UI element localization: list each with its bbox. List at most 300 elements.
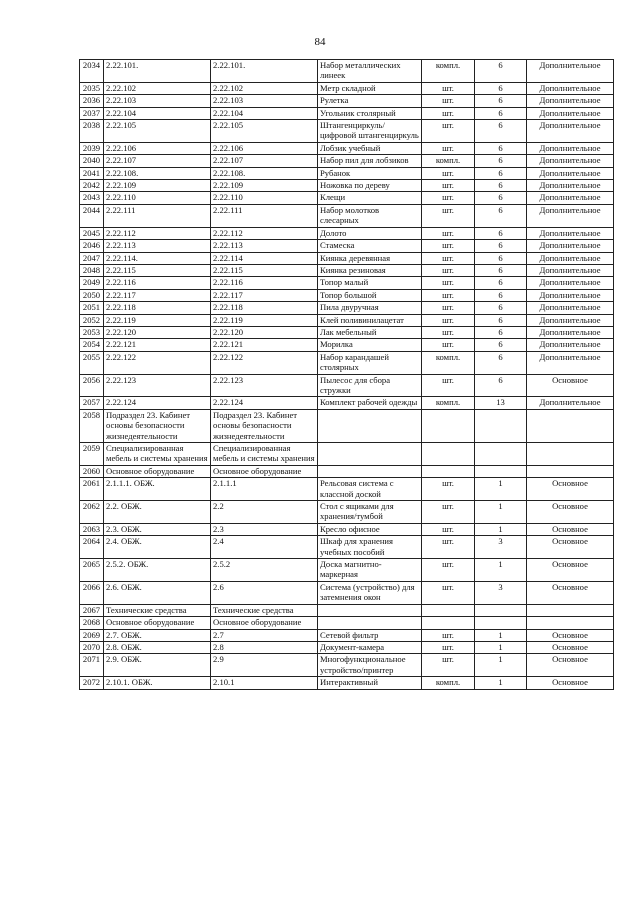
code-secondary-cell: 2.22.104 xyxy=(211,107,318,119)
table-row xyxy=(80,227,614,239)
equipment-type-cell: Основное xyxy=(527,581,614,604)
table-row xyxy=(80,192,614,204)
table-row xyxy=(80,82,614,94)
quantity-cell: 6 xyxy=(475,60,527,83)
code-cell: 2.22.108. xyxy=(104,167,211,179)
equipment-type-cell xyxy=(527,465,614,477)
equipment-type-cell xyxy=(527,409,614,442)
table-row xyxy=(80,264,614,276)
table-row xyxy=(80,581,614,604)
item-name-cell: Киянка деревянная xyxy=(318,252,422,264)
row-number-cell: 2072 xyxy=(80,677,104,689)
unit-cell: шт. xyxy=(422,374,475,397)
quantity-cell: 6 xyxy=(475,240,527,252)
code-cell: 2.22.109 xyxy=(104,180,211,192)
table-row xyxy=(80,397,614,409)
unit-cell: шт. xyxy=(422,204,475,227)
equipment-type-cell: Основное xyxy=(527,536,614,559)
equipment-table xyxy=(79,59,614,690)
row-number-cell: 2039 xyxy=(80,142,104,154)
table-row xyxy=(80,167,614,179)
equipment-type-cell: Дополнительное xyxy=(527,227,614,239)
table-row xyxy=(80,629,614,641)
item-name-cell xyxy=(318,409,422,442)
item-name-cell: Топор большой xyxy=(318,289,422,301)
code-cell: 2.22.106 xyxy=(104,142,211,154)
table-row xyxy=(80,654,614,677)
item-name-cell xyxy=(318,443,422,466)
row-number-cell: 2065 xyxy=(80,559,104,582)
unit-cell: шт. xyxy=(422,227,475,239)
code-cell: 2.22.107 xyxy=(104,155,211,167)
table-row xyxy=(80,443,614,466)
row-number-cell: 2068 xyxy=(80,617,104,629)
code-cell: 2.3. ОБЖ. xyxy=(104,523,211,535)
code-cell: Технические средства xyxy=(104,604,211,616)
item-name-cell: Киянка резиновая xyxy=(318,264,422,276)
equipment-type-cell: Основное xyxy=(527,641,614,653)
quantity-cell: 6 xyxy=(475,167,527,179)
item-name-cell: Набор металлических линеек xyxy=(318,60,422,83)
table-row xyxy=(80,95,614,107)
code-cell: 2.22.103 xyxy=(104,95,211,107)
table-row xyxy=(80,677,614,689)
equipment-type-cell: Дополнительное xyxy=(527,107,614,119)
quantity-cell: 6 xyxy=(475,227,527,239)
quantity-cell: 6 xyxy=(475,204,527,227)
unit-cell xyxy=(422,443,475,466)
code-cell: 2.22.118 xyxy=(104,302,211,314)
code-cell: 2.22.124 xyxy=(104,397,211,409)
equipment-type-cell: Основное xyxy=(527,501,614,524)
quantity-cell xyxy=(475,604,527,616)
quantity-cell: 1 xyxy=(475,677,527,689)
code-cell: 2.22.121 xyxy=(104,339,211,351)
row-number-cell: 2056 xyxy=(80,374,104,397)
code-secondary-cell: 2.22.112 xyxy=(211,227,318,239)
item-name-cell: Система (устройство) для затемнения окон xyxy=(318,581,422,604)
equipment-type-cell xyxy=(527,604,614,616)
code-cell: Подраздел 23. Кабинет основы безопасности жизнедеятельности xyxy=(104,409,211,442)
table-row xyxy=(80,204,614,227)
code-secondary-cell: 2.9 xyxy=(211,654,318,677)
code-secondary-cell: 2.22.117 xyxy=(211,289,318,301)
code-secondary-cell: 2.22.101. xyxy=(211,60,318,83)
row-number-cell: 2035 xyxy=(80,82,104,94)
unit-cell: шт. xyxy=(422,536,475,559)
equipment-type-cell: Дополнительное xyxy=(527,264,614,276)
unit-cell: шт. xyxy=(422,120,475,143)
code-cell: 2.22.119 xyxy=(104,314,211,326)
quantity-cell: 1 xyxy=(475,523,527,535)
unit-cell: шт. xyxy=(422,252,475,264)
code-secondary-cell: 2.22.119 xyxy=(211,314,318,326)
unit-cell: компл. xyxy=(422,155,475,167)
table-row xyxy=(80,501,614,524)
table-row xyxy=(80,277,614,289)
row-number-cell: 2051 xyxy=(80,302,104,314)
table-row xyxy=(80,142,614,154)
code-cell: 2.8. ОБЖ. xyxy=(104,641,211,653)
unit-cell: шт. xyxy=(422,559,475,582)
equipment-type-cell: Дополнительное xyxy=(527,167,614,179)
equipment-type-cell: Основное xyxy=(527,478,614,501)
quantity-cell: 6 xyxy=(475,351,527,374)
item-name-cell: Пила двуручная xyxy=(318,302,422,314)
item-name-cell: Ножовка по дереву xyxy=(318,180,422,192)
unit-cell: компл. xyxy=(422,60,475,83)
code-secondary-cell: Специализированная мебель и системы хранения xyxy=(211,443,318,466)
quantity-cell: 6 xyxy=(475,192,527,204)
unit-cell: шт. xyxy=(422,641,475,653)
table-row xyxy=(80,326,614,338)
code-secondary-cell: 2.22.116 xyxy=(211,277,318,289)
code-cell: 2.22.113 xyxy=(104,240,211,252)
item-name-cell: Рельсовая система с классной доской xyxy=(318,478,422,501)
code-secondary-cell: 2.8 xyxy=(211,641,318,653)
code-secondary-cell: 2.7 xyxy=(211,629,318,641)
unit-cell xyxy=(422,409,475,442)
item-name-cell: Сетевой фильтр xyxy=(318,629,422,641)
code-secondary-cell: 2.22.108. xyxy=(211,167,318,179)
quantity-cell: 6 xyxy=(475,374,527,397)
code-secondary-cell: 2.4 xyxy=(211,536,318,559)
quantity-cell: 1 xyxy=(475,654,527,677)
code-secondary-cell: 2.22.107 xyxy=(211,155,318,167)
quantity-cell: 6 xyxy=(475,289,527,301)
row-number-cell: 2069 xyxy=(80,629,104,641)
row-number-cell: 2064 xyxy=(80,536,104,559)
table-row xyxy=(80,559,614,582)
code-cell: 2.4. ОБЖ. xyxy=(104,536,211,559)
code-secondary-cell: 2.22.115 xyxy=(211,264,318,276)
row-number-cell: 2036 xyxy=(80,95,104,107)
code-secondary-cell: 2.22.120 xyxy=(211,326,318,338)
code-secondary-cell: 2.22.102 xyxy=(211,82,318,94)
code-secondary-cell: 2.5.2 xyxy=(211,559,318,582)
code-secondary-cell: 2.1.1.1 xyxy=(211,478,318,501)
code-cell: 2.22.116 xyxy=(104,277,211,289)
unit-cell: шт. xyxy=(422,654,475,677)
code-cell: 2.1.1.1. ОБЖ. xyxy=(104,478,211,501)
code-secondary-cell: 2.22.118 xyxy=(211,302,318,314)
quantity-cell xyxy=(475,617,527,629)
quantity-cell: 6 xyxy=(475,155,527,167)
quantity-cell: 6 xyxy=(475,180,527,192)
equipment-type-cell: Дополнительное xyxy=(527,314,614,326)
unit-cell: шт. xyxy=(422,289,475,301)
quantity-cell: 6 xyxy=(475,82,527,94)
code-secondary-cell: 2.22.123 xyxy=(211,374,318,397)
code-cell: Специализированная мебель и системы хранения xyxy=(104,443,211,466)
row-number-cell: 2052 xyxy=(80,314,104,326)
equipment-type-cell: Дополнительное xyxy=(527,204,614,227)
unit-cell: шт. xyxy=(422,523,475,535)
unit-cell: шт. xyxy=(422,277,475,289)
equipment-type-cell xyxy=(527,443,614,466)
item-name-cell xyxy=(318,617,422,629)
quantity-cell: 6 xyxy=(475,314,527,326)
row-number-cell: 2053 xyxy=(80,326,104,338)
unit-cell: шт. xyxy=(422,302,475,314)
equipment-type-cell: Дополнительное xyxy=(527,60,614,83)
code-secondary-cell: 2.22.103 xyxy=(211,95,318,107)
table-row xyxy=(80,60,614,83)
unit-cell: шт. xyxy=(422,107,475,119)
table-row xyxy=(80,107,614,119)
item-name-cell: Долото xyxy=(318,227,422,239)
item-name-cell: Набор пил для лобзиков xyxy=(318,155,422,167)
row-number-cell: 2061 xyxy=(80,478,104,501)
equipment-type-cell: Дополнительное xyxy=(527,302,614,314)
equipment-type-cell: Дополнительное xyxy=(527,82,614,94)
row-number-cell: 2055 xyxy=(80,351,104,374)
item-name-cell: Метр складной xyxy=(318,82,422,94)
code-cell: 2.5.2. ОБЖ. xyxy=(104,559,211,582)
table-row xyxy=(80,641,614,653)
quantity-cell: 3 xyxy=(475,536,527,559)
equipment-type-cell: Дополнительное xyxy=(527,120,614,143)
equipment-type-cell: Дополнительное xyxy=(527,180,614,192)
equipment-type-cell: Дополнительное xyxy=(527,289,614,301)
table-row xyxy=(80,604,614,616)
item-name-cell: Клещи xyxy=(318,192,422,204)
code-secondary-cell: 2.22.113 xyxy=(211,240,318,252)
code-cell: 2.22.105 xyxy=(104,120,211,143)
unit-cell: шт. xyxy=(422,142,475,154)
code-cell: 2.22.110 xyxy=(104,192,211,204)
item-name-cell: Многофункциональное устройство/принтер xyxy=(318,654,422,677)
code-secondary-cell: Технические средства xyxy=(211,604,318,616)
row-number-cell: 2057 xyxy=(80,397,104,409)
quantity-cell: 6 xyxy=(475,120,527,143)
row-number-cell: 2040 xyxy=(80,155,104,167)
quantity-cell xyxy=(475,465,527,477)
row-number-cell: 2037 xyxy=(80,107,104,119)
row-number-cell: 2045 xyxy=(80,227,104,239)
equipment-type-cell: Дополнительное xyxy=(527,142,614,154)
quantity-cell: 1 xyxy=(475,478,527,501)
table-row xyxy=(80,289,614,301)
row-number-cell: 2049 xyxy=(80,277,104,289)
quantity-cell: 6 xyxy=(475,142,527,154)
equipment-type-cell: Основное xyxy=(527,523,614,535)
unit-cell xyxy=(422,617,475,629)
table-row xyxy=(80,374,614,397)
equipment-type-cell: Дополнительное xyxy=(527,339,614,351)
unit-cell: компл. xyxy=(422,397,475,409)
table-row xyxy=(80,617,614,629)
quantity-cell: 3 xyxy=(475,581,527,604)
unit-cell: компл. xyxy=(422,677,475,689)
equipment-type-cell: Дополнительное xyxy=(527,240,614,252)
unit-cell: шт. xyxy=(422,180,475,192)
equipment-type-cell: Дополнительное xyxy=(527,155,614,167)
item-name-cell: Лобзик учебный xyxy=(318,142,422,154)
unit-cell: шт. xyxy=(422,478,475,501)
equipment-type-cell: Дополнительное xyxy=(527,277,614,289)
equipment-type-cell: Дополнительное xyxy=(527,192,614,204)
code-secondary-cell: 2.22.111 xyxy=(211,204,318,227)
table-row xyxy=(80,240,614,252)
row-number-cell: 2038 xyxy=(80,120,104,143)
item-name-cell xyxy=(318,465,422,477)
code-cell: 2.2. ОБЖ. xyxy=(104,501,211,524)
code-cell: 2.22.117 xyxy=(104,289,211,301)
equipment-type-cell: Основное xyxy=(527,374,614,397)
unit-cell: шт. xyxy=(422,581,475,604)
item-name-cell: Пылесос для сбора стружки xyxy=(318,374,422,397)
unit-cell xyxy=(422,465,475,477)
equipment-type-cell: Основное xyxy=(527,677,614,689)
equipment-type-cell: Дополнительное xyxy=(527,397,614,409)
quantity-cell: 1 xyxy=(475,629,527,641)
code-cell: 2.22.122 xyxy=(104,351,211,374)
unit-cell: шт. xyxy=(422,326,475,338)
unit-cell: шт. xyxy=(422,240,475,252)
item-name-cell: Топор малый xyxy=(318,277,422,289)
equipment-type-cell: Основное xyxy=(527,629,614,641)
unit-cell: шт. xyxy=(422,264,475,276)
item-name-cell xyxy=(318,604,422,616)
item-name-cell: Клей поливинилацетат xyxy=(318,314,422,326)
quantity-cell: 6 xyxy=(475,302,527,314)
item-name-cell: Документ-камера xyxy=(318,641,422,653)
item-name-cell: Рубанок xyxy=(318,167,422,179)
quantity-cell: 1 xyxy=(475,641,527,653)
quantity-cell: 6 xyxy=(475,252,527,264)
item-name-cell: Лак мебельный xyxy=(318,326,422,338)
equipment-type-cell: Основное xyxy=(527,654,614,677)
code-cell: Основное оборудование xyxy=(104,465,211,477)
equipment-type-cell: Основное xyxy=(527,559,614,582)
code-cell: 2.22.120 xyxy=(104,326,211,338)
code-secondary-cell: 2.22.121 xyxy=(211,339,318,351)
code-secondary-cell: Основное оборудование xyxy=(211,617,318,629)
table-row xyxy=(80,252,614,264)
code-cell: 2.22.101. xyxy=(104,60,211,83)
table-row xyxy=(80,339,614,351)
row-number-cell: 2034 xyxy=(80,60,104,83)
code-secondary-cell: 2.2 xyxy=(211,501,318,524)
code-secondary-cell: 2.6 xyxy=(211,581,318,604)
table-row xyxy=(80,351,614,374)
page-number: 84 xyxy=(314,36,326,48)
row-number-cell: 2041 xyxy=(80,167,104,179)
item-name-cell: Рулетка xyxy=(318,95,422,107)
code-secondary-cell: 2.22.110 xyxy=(211,192,318,204)
equipment-type-cell: Дополнительное xyxy=(527,326,614,338)
code-secondary-cell: Основное оборудование xyxy=(211,465,318,477)
code-cell: 2.22.123 xyxy=(104,374,211,397)
quantity-cell: 6 xyxy=(475,107,527,119)
table-row xyxy=(80,465,614,477)
equipment-type-cell: Дополнительное xyxy=(527,252,614,264)
row-number-cell: 2046 xyxy=(80,240,104,252)
code-secondary-cell: 2.22.105 xyxy=(211,120,318,143)
code-cell: 2.22.112 xyxy=(104,227,211,239)
unit-cell: компл. xyxy=(422,351,475,374)
row-number-cell: 2043 xyxy=(80,192,104,204)
code-cell: 2.9. ОБЖ. xyxy=(104,654,211,677)
row-number-cell: 2047 xyxy=(80,252,104,264)
row-number-cell: 2054 xyxy=(80,339,104,351)
row-number-cell: 2066 xyxy=(80,581,104,604)
row-number-cell: 2071 xyxy=(80,654,104,677)
quantity-cell: 6 xyxy=(475,264,527,276)
row-number-cell: 2050 xyxy=(80,289,104,301)
code-secondary-cell: 2.22.109 xyxy=(211,180,318,192)
code-cell: 2.6. ОБЖ. xyxy=(104,581,211,604)
quantity-cell: 13 xyxy=(475,397,527,409)
equipment-type-cell: Дополнительное xyxy=(527,95,614,107)
table-row xyxy=(80,155,614,167)
table-row xyxy=(80,120,614,143)
row-number-cell: 2070 xyxy=(80,641,104,653)
table-row xyxy=(80,409,614,442)
row-number-cell: 2063 xyxy=(80,523,104,535)
unit-cell: шт. xyxy=(422,501,475,524)
unit-cell: шт. xyxy=(422,167,475,179)
code-cell: 2.10.1. ОБЖ. xyxy=(104,677,211,689)
quantity-cell: 6 xyxy=(475,95,527,107)
code-secondary-cell: 2.22.122 xyxy=(211,351,318,374)
quantity-cell: 6 xyxy=(475,277,527,289)
code-cell: Основное оборудование xyxy=(104,617,211,629)
unit-cell: шт. xyxy=(422,192,475,204)
row-number-cell: 2067 xyxy=(80,604,104,616)
quantity-cell xyxy=(475,409,527,442)
row-number-cell: 2058 xyxy=(80,409,104,442)
code-secondary-cell: 2.3 xyxy=(211,523,318,535)
item-name-cell: Штангенциркуль/ цифровой штангенциркуль xyxy=(318,120,422,143)
quantity-cell: 6 xyxy=(475,326,527,338)
item-name-cell: Морилка xyxy=(318,339,422,351)
item-name-cell: Угольник столярный xyxy=(318,107,422,119)
code-secondary-cell: 2.22.106 xyxy=(211,142,318,154)
row-number-cell: 2048 xyxy=(80,264,104,276)
table-row xyxy=(80,523,614,535)
unit-cell: шт. xyxy=(422,339,475,351)
unit-cell xyxy=(422,604,475,616)
code-cell: 2.22.111 xyxy=(104,204,211,227)
quantity-cell: 6 xyxy=(475,339,527,351)
code-secondary-cell: 2.22.114 xyxy=(211,252,318,264)
row-number-cell: 2062 xyxy=(80,501,104,524)
unit-cell: шт. xyxy=(422,629,475,641)
code-secondary-cell: Подраздел 23. Кабинет основы безопасности жизнедеятельности xyxy=(211,409,318,442)
row-number-cell: 2060 xyxy=(80,465,104,477)
item-name-cell: Набор молотков слесарных xyxy=(318,204,422,227)
equipment-type-cell xyxy=(527,617,614,629)
unit-cell: шт. xyxy=(422,95,475,107)
code-secondary-cell: 2.22.124 xyxy=(211,397,318,409)
item-name-cell: Комплект рабочей одежды xyxy=(318,397,422,409)
row-number-cell: 2059 xyxy=(80,443,104,466)
equipment-type-cell: Дополнительное xyxy=(527,351,614,374)
item-name-cell: Стол с ящиками для хранения/тумбой xyxy=(318,501,422,524)
item-name-cell: Набор карандашей столярных xyxy=(318,351,422,374)
table-row xyxy=(80,478,614,501)
item-name-cell: Кресло офисное xyxy=(318,523,422,535)
item-name-cell: Интерактивный xyxy=(318,677,422,689)
code-secondary-cell: 2.10.1 xyxy=(211,677,318,689)
table-row xyxy=(80,536,614,559)
table-row xyxy=(80,180,614,192)
quantity-cell: 1 xyxy=(475,501,527,524)
code-cell: 2.22.104 xyxy=(104,107,211,119)
table-row xyxy=(80,314,614,326)
